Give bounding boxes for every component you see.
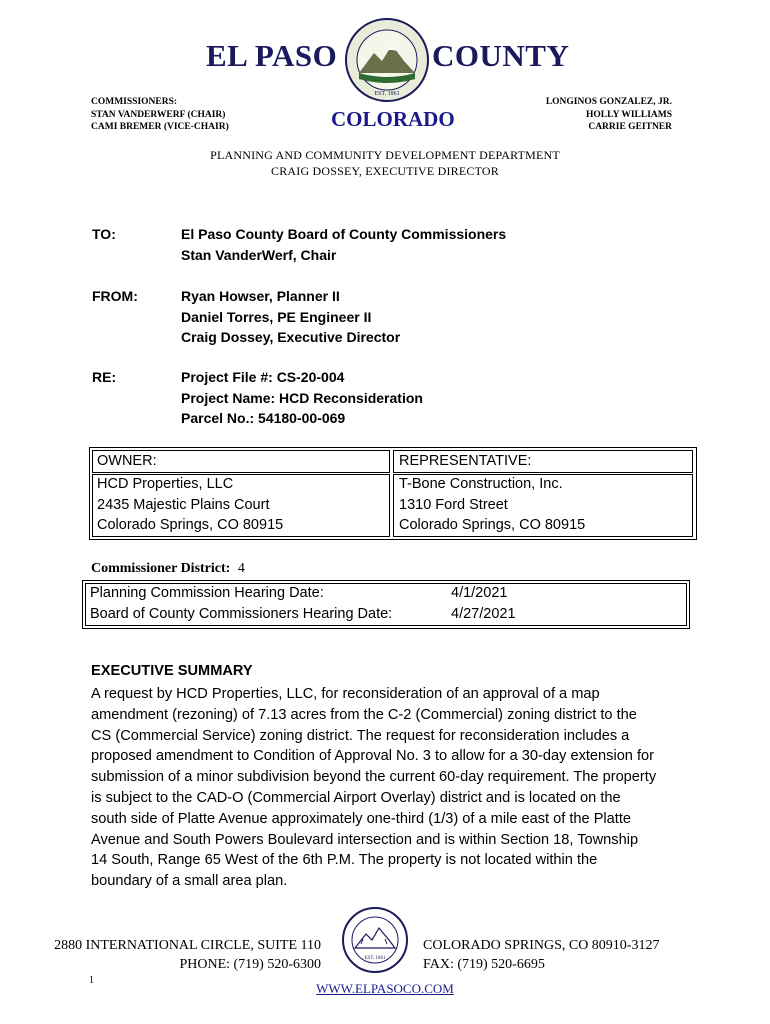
re-label: RE: xyxy=(92,369,117,385)
department-name: PLANNING AND COMMUNITY DEVELOPMENT DEPARTMENT xyxy=(210,148,560,162)
footer-website[interactable] xyxy=(0,980,770,998)
state-name: COLORADO xyxy=(331,107,455,131)
commissioners-heading: COMMISSIONERS: xyxy=(91,97,178,107)
brand-right: COUNTY xyxy=(432,38,570,73)
brand-left: EL PASO xyxy=(206,38,338,73)
owner-details: HCD Properties, LLC 2435 Majestic Plains Court Colorado Springs, CO 80915 xyxy=(97,476,284,533)
summary-body: A request by HCD Properties, LLC, for reconsideration of an approval of a map amendment (rezoning) of 7.13 acres from the C-2 (Commercial) zoning district to the CS (Commercial Service) zoning district. The request for reconsideration includes a proposed amendment to Condition of Approval No. 3 to allow for a 30-day extension for submission of a minor subdivision beyond the current 60-day requirement. The property is subject to the CAD-O (Commercial Airport Overlay) district and is located on the south side of Platte Avenue approximately one-third (1/3) of a mile east of the Platte Avenue and South Powers Boulevard intersection and is within Section 18, Township 14 South, Range 65 West of the 6th P.M. The property is not located within the boundary of a small area plan. xyxy=(91,686,657,890)
from-value: Ryan Howser, Planner II Daniel Torres, PE Engineer II Craig Dossey, Executive Director xyxy=(181,288,401,345)
commissioners-left xyxy=(91,96,229,134)
commissioners-right xyxy=(546,96,672,134)
commissioner: CAMI BREMER (VICE-CHAIR) xyxy=(91,122,229,132)
owner-header: OWNER: xyxy=(97,453,157,469)
district-value: 4 xyxy=(237,561,245,576)
website-link[interactable]: WWW.ELPASOCO.COM xyxy=(316,981,454,996)
commissioner: LONGINOS GONZALEZ, JR. xyxy=(545,97,672,107)
county-seal xyxy=(344,17,430,103)
re-value: Project File #: CS-20-004 Project Name: HCD Reconsideration Parcel No.: 54180-00-069 xyxy=(181,369,423,426)
rep-details: T-Bone Construction, Inc. 1310 Ford Street Colorado Springs, CO 80915 xyxy=(399,476,586,533)
commissioner: STAN VANDERWERF (CHAIR) xyxy=(91,109,226,120)
hearing-labels: Planning Commission Hearing Date: Board of County Commissioners Hearing Date: xyxy=(90,585,393,622)
rep-header: REPRESENTATIVE: xyxy=(399,453,532,469)
summary-heading: EXECUTIVE SUMMARY xyxy=(91,663,253,679)
seal-est-text: EST. 1861 xyxy=(374,91,400,97)
to-value: El Paso County Board of County Commissioners Stan VanderWerf, Chair xyxy=(181,226,507,263)
footer-city: COLORADO SPRINGS, CO 80910-3127 FAX: (719) 520-6695 xyxy=(423,938,660,972)
footer-seal-est: EST. 1861 xyxy=(364,956,386,961)
footer-seal xyxy=(341,906,409,974)
commissioner: HOLLY WILLIAMS xyxy=(586,109,672,120)
commissioner: CARRIE GEITNER xyxy=(588,122,672,132)
to-label: TO: xyxy=(92,226,116,242)
district-label: Commissioner District: xyxy=(91,561,231,576)
page-number: 1 xyxy=(89,975,94,986)
footer-address: 2880 INTERNATIONAL CIRCLE, SUITE 110 PHONE: (719) 520-6300 xyxy=(54,938,321,972)
from-label: FROM: xyxy=(92,288,138,304)
hearing-dates: 4/1/2021 4/27/2021 xyxy=(451,585,516,622)
commissioner-district xyxy=(91,561,245,577)
director-name: CRAIG DOSSEY, EXECUTIVE DIRECTOR xyxy=(271,164,499,178)
